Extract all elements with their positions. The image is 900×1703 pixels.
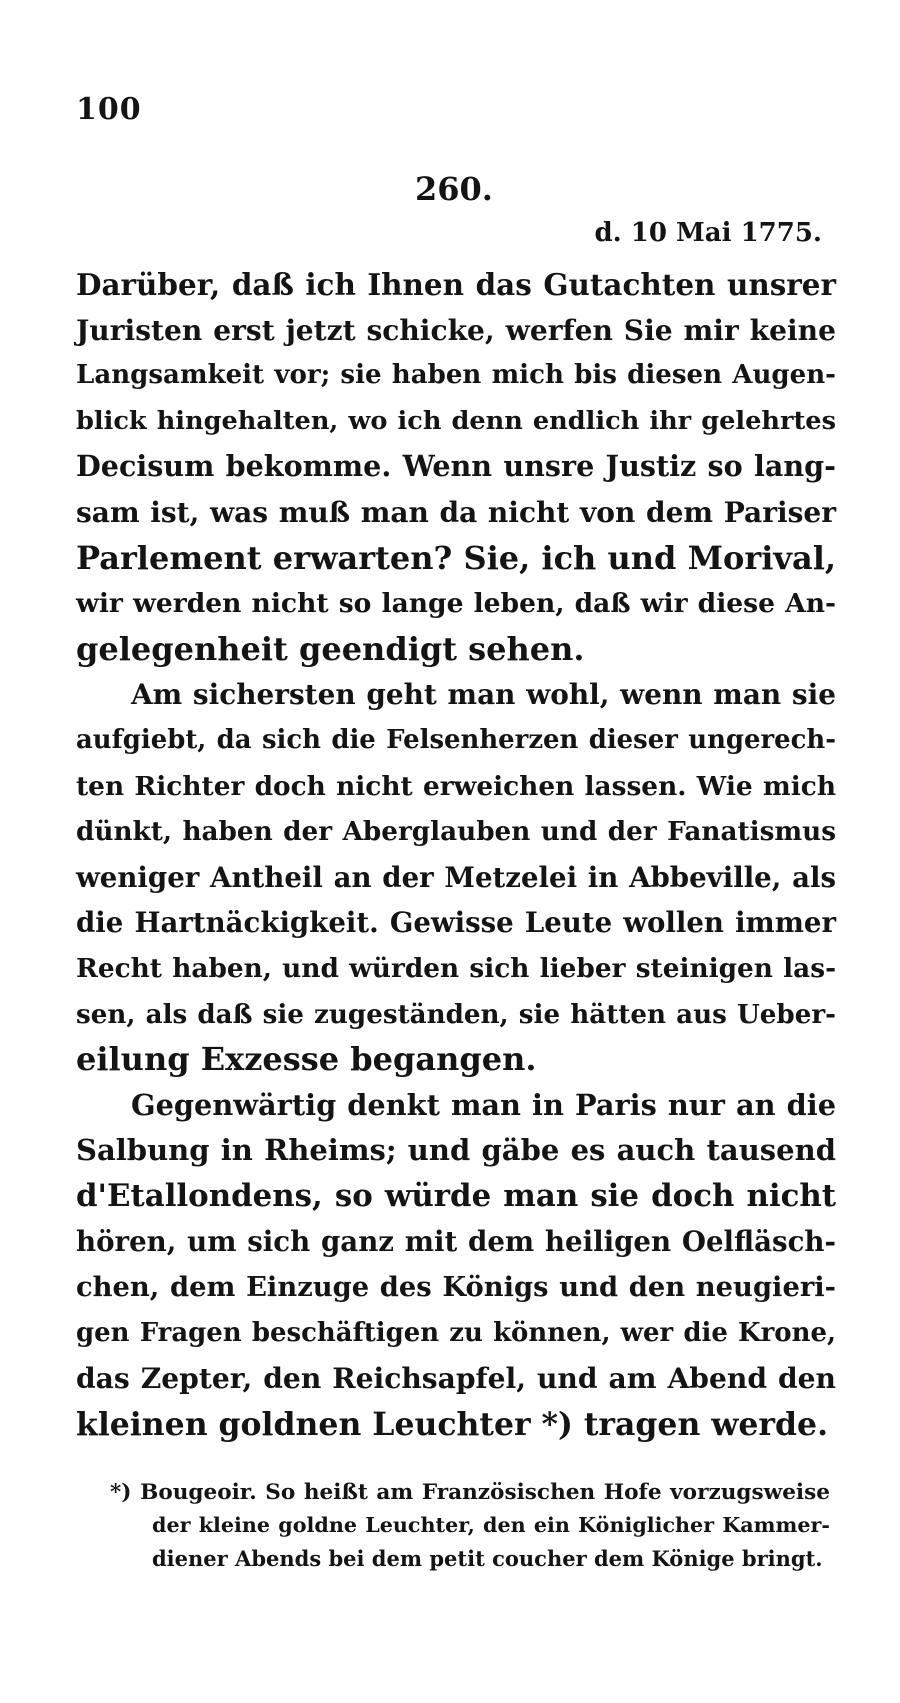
footnote-line: der kleine goldne Leuchter, den ein Königlicher Kammer- <box>152 1513 830 1537</box>
text-line: d'Etallondens, so würde man sie doch nicht <box>76 1177 836 1214</box>
letter-date: d. 10 Mai 1775. <box>594 218 822 248</box>
paragraph-2 <box>76 672 836 1082</box>
text-line: sam ist, was muß man da nicht von dem Pariser <box>76 495 836 529</box>
text-line: blick hingehalten, wo ich denn endlich ihr gelehrtes <box>76 405 836 436</box>
text-line: ten Richter doch nicht erweichen lassen. Wie mich <box>76 770 836 802</box>
text-line: gelegenheit geendigt sehen. <box>76 629 585 668</box>
text-line: Decisum bekomme. Wenn unsre Justiz so lang- <box>76 449 836 484</box>
text-line: chen, dem Einzuge des Königs und den neugieri- <box>76 1271 836 1304</box>
text-line: Gegenwärtig denkt man in Paris nur an die <box>131 1087 836 1122</box>
text-line: Langsamkeit vor; sie haben mich bis diesen Augen- <box>76 360 836 391</box>
text-line: Recht haben, und würden sich lieber steinigen las- <box>76 952 836 984</box>
text-line: hören, um sich ganz mit dem heiligen Oelfläsch- <box>76 1225 836 1259</box>
text-line: Parlement erwarten? Sie, ich und Morival, <box>76 538 836 577</box>
text-line: dünkt, haben der Aberglauben und der Fanatismus <box>76 816 836 848</box>
text-line: wir werden nicht so lange leben, daß wir diese An- <box>76 588 836 620</box>
letter-body <box>76 262 836 1447</box>
paragraph-1 <box>76 262 836 672</box>
text-line: Darüber, daß ich Ihnen das Gutachten unsrer <box>76 267 836 302</box>
paragraph-3 <box>76 1083 836 1448</box>
footnote <box>110 1476 830 1575</box>
text-line: die Hartnäckigkeit. Gewisse Leute wollen immer <box>76 906 836 940</box>
text-line: das Zepter, den Reichsapfel, und am Abend den <box>76 1362 836 1396</box>
text-line: sen, als daß sie zugeständen, sie hätten aus Ueber- <box>76 998 836 1030</box>
text-line: Juristen erst jetzt schicke, werfen Sie mir keine <box>76 313 836 347</box>
footnote-line: diener Abends bei dem petit coucher dem Könige bringt. <box>152 1546 823 1571</box>
text-line: Salbung in Rheims; und gäbe es auch tausend <box>76 1133 836 1168</box>
page-number: 100 <box>76 92 142 127</box>
letter-number: 260. <box>415 170 493 208</box>
text-line: weniger Antheil an der Metzelei in Abbeville, als <box>76 860 836 894</box>
footnote-line: *) Bougeoir. So heißt am Französischen Hofe vorzugsweise <box>110 1480 830 1505</box>
text-line: aufgiebt, da sich die Felsenherzen dieser ungerech- <box>76 724 836 755</box>
text-line: eilung Exzesse begangen. <box>76 1040 537 1079</box>
text-line: kleinen goldnen Leuchter *) tragen werde. <box>76 1405 829 1443</box>
text-line: gen Fragen beschäftigen zu können, wer die Krone, <box>76 1317 836 1348</box>
text-line: Am sichersten geht man wohl, wenn man sie <box>131 678 836 712</box>
